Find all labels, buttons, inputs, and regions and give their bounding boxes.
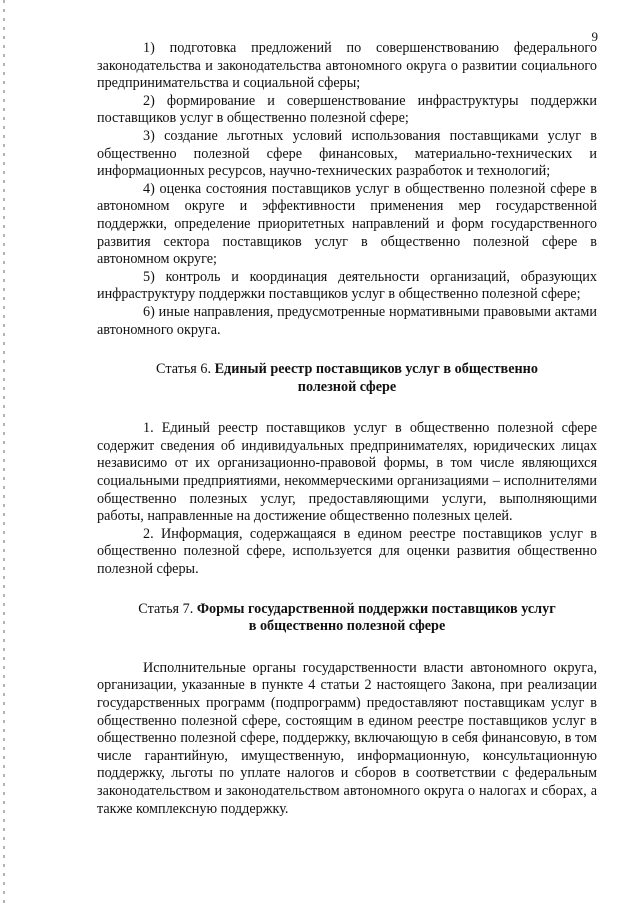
article-6-title-line2: полезной сфере <box>297 378 397 395</box>
list-item-2: 2) формирование и совершенствование инфраструктуры поддержки поставщиков услуг в общественно полезной сфере; <box>97 92 597 127</box>
article-7-title-line2: в общественно полезной сфере <box>248 618 446 635</box>
list-item-1: 1) подготовка предложений по совершенствованию федерального законодательства и законодательства автономного округа о развитии социального предпринимательства и социальной сферы; <box>97 40 597 92</box>
list-item-5: 5) контроль и координация деятельности организаций, образующих инфраструктуру поддержки поставщиков услуг в общественно полезной сфере; <box>97 268 597 303</box>
article-7-title-line1: Формы государственной поддержки поставщиков услуг <box>196 600 556 617</box>
article-6-paragraph-1: 1. Единый реестр поставщиков услуг в общественно полезной сфере содержит сведения об индивидуальных предпринимателях, юридических лицах независимо от их организационно-правовой формы, в том числе являющихся социальными предприятиями, некоммерческими организациями – исполнителями общественно полезных услуг, предоставляющими услуги, выполняющими работы, направленные на достижение общественно полезных целей. <box>97 420 597 525</box>
article-6-paragraph-2: 2. Информация, содержащаяся в едином реестре поставщиков услуг в общественно полезной сфере, используется для оценки развития общественно полезной сферы. <box>97 525 597 578</box>
article-7-heading <box>97 601 597 636</box>
article-6-heading <box>97 361 597 396</box>
binding-edge <box>3 0 5 905</box>
list-item-4: 4) оценка состояния поставщиков услуг в общественно полезной сфере в автономном округе и эффективности применения мер государственной поддержки, определение приоритетных направлений и форм государственного развития сектора поставщиков услуг в общественно полезной сфере в автономном округе; <box>97 180 597 268</box>
list-item-6: 6) иные направления, предусмотренные нормативными правовыми актами автономного округа. <box>97 303 597 338</box>
article-6-number: Статья 6. <box>156 361 212 378</box>
document-body <box>97 40 597 818</box>
article-7-number: Статья 7. <box>138 600 194 617</box>
article-6-title-line1: Единый реестр поставщиков услуг в общественно <box>214 361 538 378</box>
page-number: 9 <box>591 29 598 44</box>
list-item-3: 3) создание льготных условий использования поставщиками услуг в общественно полезной сфере финансовых, материально-технических и информационных ресурсов, научно-технических разработок и технологий; <box>97 127 597 180</box>
article-7-paragraph-1: Исполнительные органы государственности власти автономного округа, организации, указанные в пункте 4 статьи 2 настоящего Закона, при реализации государственных программ (подпрограмм) предоставляют поставщикам услуг в общественно полезной сфере, состоящим в едином реестре поставщиков услуг в общественно полезной сфере, поддержку, включающую в себя финансовую, в том числе гарантийную, имущественную, информационную, консультационную поддержку, льготы по уплате налогов и сборов в соответствии с федеральным законодательством и законодательством автономного округа о налогах и сборах, а также комплексную поддержку. <box>97 659 597 817</box>
